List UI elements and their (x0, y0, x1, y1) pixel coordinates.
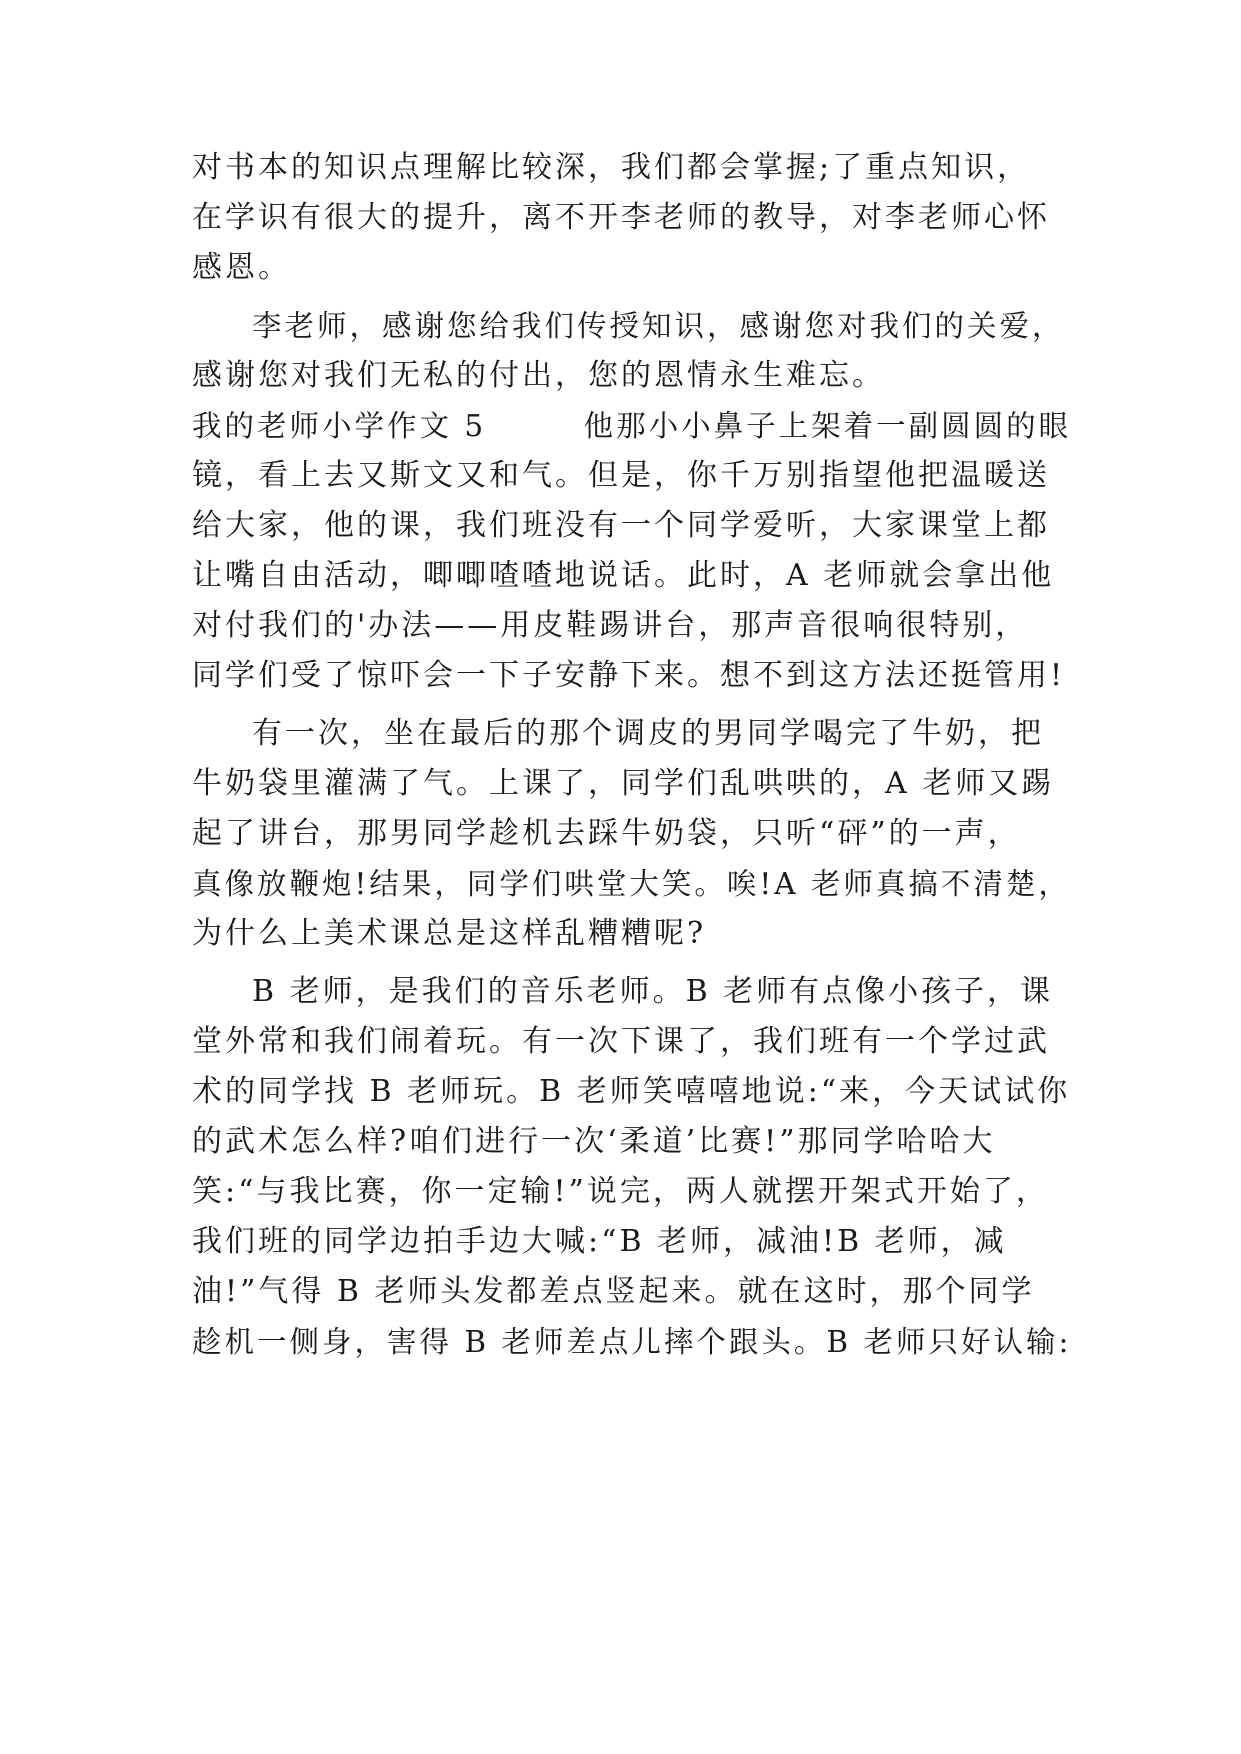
text-line: 感谢您对我们无私的付出，您的恩情永生难忘。 (192, 358, 885, 393)
text-line: 术的同学找 B 老师玩。B 老师笑嘻嘻地说:“来，今天试试你 (192, 1074, 1071, 1109)
text-line: 有一次，坐在最后的那个调皮的男同学喝完了牛奶，把 (252, 716, 1044, 751)
text-line: 在学识有很大的提升，离不开李老师的教导，对李老师心怀 (192, 200, 1050, 235)
text-line: B 老师，是我们的音乐老师。B 老师有点像小孩子，课 (252, 974, 1054, 1009)
text-line: 牛奶袋里灌满了气。上课了，同学们乱哄哄的，A 老师又踢 (192, 766, 1055, 801)
text-line: 对付我们的'办法——用皮鞋踢讲台，那声音很响很特别， (192, 608, 1029, 643)
text-line: 油!”气得 B 老师头发都差点竖起来。就在这时，那个同学 (192, 1274, 1035, 1309)
text-line: 为什么上美术课总是这样乱糟糟呢? (192, 916, 707, 951)
text-line: 给大家，他的课，我们班没有一个同学爱听，大家课堂上都 (192, 508, 1050, 543)
text-line: 让嘴自由活动，唧唧喳喳地说话。此时，A 老师就会拿出他 (192, 558, 1055, 593)
text-line: 感恩。 (192, 250, 291, 285)
text-line: 的武术怎么样?咱们进行一次‘柔道’比赛!”那同学哈哈大 (192, 1124, 996, 1159)
text-line: 堂外常和我们闹着玩。有一次下课了，我们班有一个学过武 (192, 1024, 1050, 1059)
text-line: 真像放鞭炮!结果，同学们哄堂大笑。唉!A 老师真搞不清楚， (192, 867, 1071, 901)
text-line: 笑:“与我比赛，你一定输!”说完，两人就摆开架式开始了， (192, 1174, 1049, 1209)
text-line: 趁机一侧身，害得 B 老师差点儿摔个跟头。B 老师只好认输: (192, 1325, 1072, 1359)
essay-heading-line: 我的老师小学作文 5 他那小小鼻子上架着一副圆圆的眼 (192, 409, 1072, 443)
text-line: 我们班的同学边拍手边大喊:“B 老师，减油!B 老师，减 (192, 1224, 1007, 1259)
text-line: 起了讲台，那男同学趁机去踩牛奶袋，只听“砰”的一声， (192, 816, 1021, 851)
text-line: 镜，看上去又斯文又和气。但是，你千万别指望他把温暖送 (192, 458, 1050, 493)
text-line: 对书本的知识点理解比较深，我们都会掌握;了重点知识， (192, 150, 1031, 185)
text-line: 同学们受了惊吓会一下子安静下来。想不到这方法还挺管用! (192, 658, 1066, 693)
text-line: 李老师，感谢您给我们传授知识，感谢您对我们的关爱， (252, 309, 1065, 343)
